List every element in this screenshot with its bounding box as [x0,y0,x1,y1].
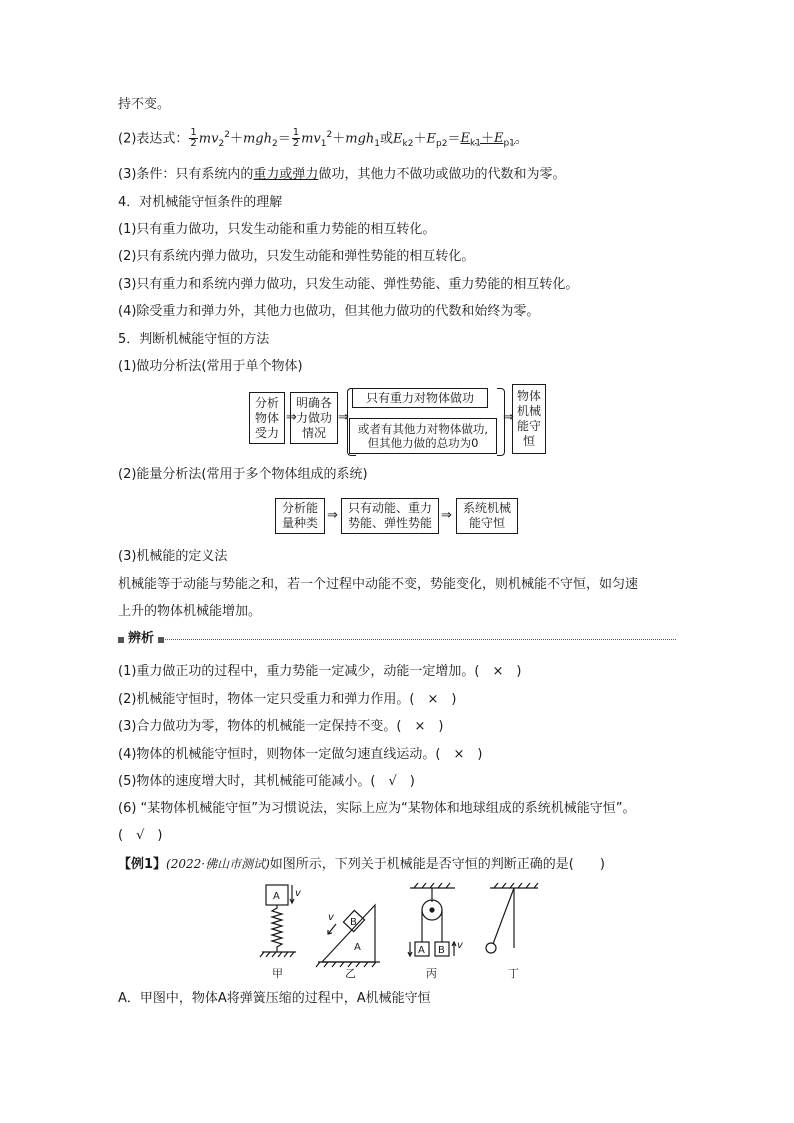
caption-yi: 乙 [345,967,356,980]
expression-label: (2)表达式： [118,131,189,147]
flow1-option-gravity-only: 只有重力对物体做功 [352,388,488,408]
flow1-box-conserved: 物体 机械 能守 恒 [512,384,546,454]
label-v: v [295,888,301,899]
method3-text: 机械能等于动能与势能之和，若一个过程中动能不变，势能变化，则机械能不守恒，如匀速 [118,577,639,592]
flow1-box-work-status: 明确各 力做功 情况 [290,392,338,444]
fraction-half: $\frac{1}{2}$ [292,127,300,150]
flow1-arrow: ⇒ [286,410,297,425]
caption-jia: 甲 [272,967,283,980]
example-source: (2022·佛山市测试) [166,857,270,871]
divider [162,639,676,640]
pendulum-bob [486,943,496,953]
fraction-half: $\frac{1}{2}$ [190,127,197,150]
label-v: v [328,912,334,923]
flow2-arrow: ⇒ [327,508,338,523]
section4-item: (2)只有系统内弹力做功，只发生动能和弹性势能的相互转化。 [118,249,475,264]
label-b: B [350,917,357,928]
caption-bing: 丙 [426,967,437,980]
label-a: A [273,891,280,902]
judgement-item: (3)合力做功为零，物体的机械能一定保持不变。( × ) [118,719,444,734]
flow1-arrow: ⇒ [503,410,514,425]
section5-title: 5．判断机械能守恒的方法 [118,332,270,347]
judgement-item: (2)机械能守恒时，物体一定只受重力和弹力作用。( × ) [118,692,457,707]
section4-item: (1)只有重力做功，只发生动能和重力势能的相互转化。 [118,222,436,237]
label-a: A [354,942,361,953]
section4-title: 4．对机械能守恒条件的理解 [118,195,283,210]
flow2-box-conserved: 系统机械 能守恒 [456,498,518,534]
label-b: B [438,945,445,956]
method1-label: (1)做功分析法(常用于单个物体) [118,359,303,374]
condition-line: (3)条件：只有系统内的重力或弹力做功，其他力不做功或做功的代数和为零。 [118,167,566,182]
judgement-item: (5)物体的速度增大时，其机械能可能减小。( √ ) [118,774,415,789]
judgement-item: (6) “某物体机械能守恒”为习惯说法，实际上应为“某物体和地球组成的系统机械能守恒”。 [118,801,636,816]
method3-text: 上升的物体机械能增加。 [118,604,262,619]
label-v: v [457,940,463,951]
caption-ding: 丁 [508,967,519,980]
example-question: 如图所示，下列关于机械能是否守恒的判断正确的是( ) [269,857,605,872]
example-tag: 【例1】 [118,857,167,872]
continuation-line: 持不变。 [118,97,171,112]
section-marker-icon [118,637,124,643]
bianxi-header: 辨析 [128,631,155,646]
or-text: 或 [380,131,394,147]
flow2-box-energy-kinds: 只有动能、重力 势能、弹性势能 [341,498,439,534]
label-a: A [418,945,425,956]
flow2-box-energy-types: 分析能 量种类 [275,498,325,534]
expression-line: (2)表达式： $\frac{1}{2}$ $mv_2^2+mgh_2=$ $\frac{1}{2}$ $mv_1^2+mgh_1$或$E_{k2}+E_{p2}=E_{k1}+E_{p1}$。 [118,127,528,150]
pendulum-string [493,888,514,944]
section4-item: (3)只有重力和系统内弹力做功，只发生动能、弹性势能、重力势能的相互转化。 [118,277,579,292]
condition-underlined: 重力或弹力 [253,167,319,182]
method2-label: (2)能量分析法(常用于多个物体组成的系统) [118,467,368,482]
judgement-item: (1)重力做正功的过程中，重力势能一定减少，动能一定增加。( × ) [118,664,522,679]
section-marker-icon [158,637,164,643]
method3-label: (3)机械能的定义法 [118,549,228,564]
flow2-arrow: ⇒ [441,508,452,523]
option-a: A．甲图中，物体A将弹簧压缩的过程中，A机械能守恒 [118,991,431,1006]
example-line [118,855,605,874]
judgement-item: (4)物体的机械能守恒时，则物体一定做匀速直线运动。( × ) [118,747,483,762]
flow1-arrow: ⇒ [338,410,349,425]
flow1-option-other-forces: 或者有其他力对物体做功, 但其他力做的总功为0 [349,418,497,454]
example-figures [250,880,540,980]
spring [272,905,282,952]
judgement-answer: ( √ ) [118,828,163,843]
flow1-box-analyze-forces: 分析 物体 受力 [249,392,285,444]
section4-item: (4)除受重力和弹力外，其他力也做功，但其他力做功的代数和始终为零。 [118,304,540,319]
